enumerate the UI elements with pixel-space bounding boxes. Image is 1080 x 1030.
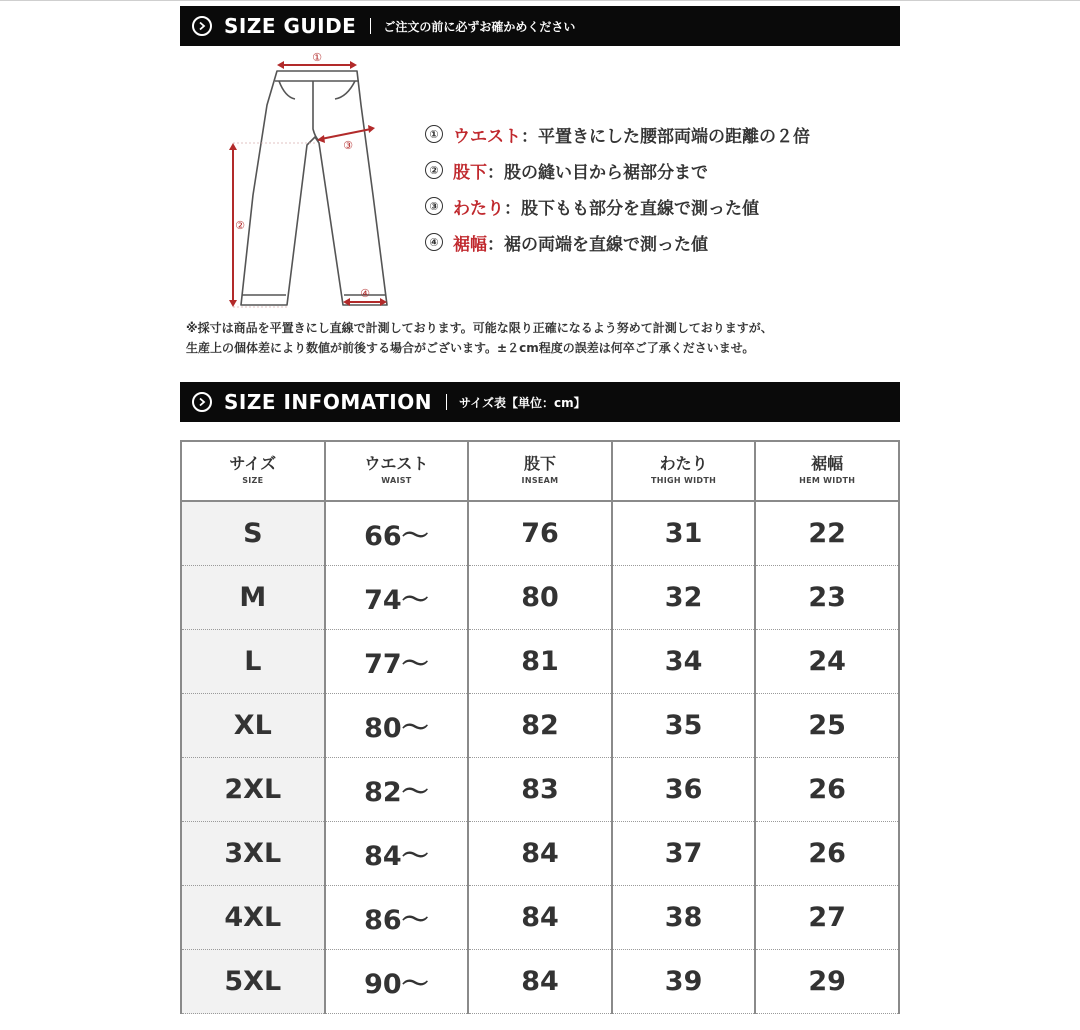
inseam-cell: 84 [468, 886, 612, 950]
legend-term: わたり [453, 198, 504, 219]
thigh-cell: 38 [612, 886, 756, 950]
measurement-legend [425, 116, 810, 260]
marker-thigh: ③ [343, 139, 353, 152]
header-separator [370, 18, 371, 34]
size-guide-subtitle: ご注文の前に必ずお確かめください [383, 19, 576, 34]
thigh-cell: 37 [612, 822, 756, 886]
thigh-cell: 32 [612, 566, 756, 630]
size-info-title: SIZE INFOMATION [224, 390, 432, 414]
hem-cell: 23 [755, 566, 899, 630]
thigh-cell: 31 [612, 501, 756, 566]
chevron-right-circle-icon [192, 16, 212, 36]
waist-cell: 77～ [325, 630, 469, 694]
inseam-cell: 81 [468, 630, 612, 694]
hem-cell: 24 [755, 630, 899, 694]
header-hem-width: 裾幅 HEM WIDTH [755, 441, 899, 501]
table-row [181, 950, 899, 1014]
table-row [181, 630, 899, 694]
table-row [181, 822, 899, 886]
hem-cell: 22 [755, 501, 899, 566]
size-guide-title: SIZE GUIDE [224, 14, 357, 38]
thigh-cell: 36 [612, 758, 756, 822]
size-cell: XL [181, 694, 325, 758]
header-waist: ウエスト WAIST [325, 441, 469, 501]
legend-item [425, 116, 810, 152]
inseam-cell: 80 [468, 566, 612, 630]
size-cell: S [181, 501, 325, 566]
legend-description: ：裾の両端を直線で測った値 [487, 234, 708, 255]
size-info-header [180, 382, 900, 422]
marker-hem: ④ [360, 287, 370, 300]
chevron-right-circle-icon [192, 392, 212, 412]
inseam-cell: 83 [468, 758, 612, 822]
size-cell: 4XL [181, 886, 325, 950]
waist-cell: 86～ [325, 886, 469, 950]
table-row [181, 566, 899, 630]
thigh-cell: 39 [612, 950, 756, 1014]
size-cell: M [181, 566, 325, 630]
legend-number: ③ [425, 197, 443, 215]
legend-description: ：平置きにした腰部両端の距離の２倍 [521, 126, 810, 147]
legend-item [425, 224, 810, 260]
hem-cell: 26 [755, 758, 899, 822]
header-size: サイズ SIZE [181, 441, 325, 501]
legend-number: ① [425, 125, 443, 143]
note-line-2: 生産上の個体差により数値が前後する場合がございます。±２cm程度の誤差は何卒ご了承くださいませ。 [186, 341, 755, 355]
inseam-cell: 82 [468, 694, 612, 758]
table-row [181, 886, 899, 950]
thigh-cell: 34 [612, 630, 756, 694]
size-cell: 2XL [181, 758, 325, 822]
legend-term: ウエスト [453, 126, 521, 147]
size-cell: 5XL [181, 950, 325, 1014]
inseam-cell: 76 [468, 501, 612, 566]
size-guide-header [180, 6, 900, 46]
legend-item [425, 188, 810, 224]
inseam-cell: 84 [468, 950, 612, 1014]
legend-item [425, 152, 810, 188]
marker-inseam: ② [235, 219, 245, 232]
header-inseam: 股下 INSEAM [468, 441, 612, 501]
table-row [181, 758, 899, 822]
waist-cell: 82～ [325, 758, 469, 822]
legend-term: 裾幅 [453, 234, 487, 255]
inseam-cell: 84 [468, 822, 612, 886]
table-row [181, 694, 899, 758]
top-divider [0, 0, 1080, 1]
size-table [180, 440, 900, 1014]
hem-cell: 27 [755, 886, 899, 950]
waist-cell: 80～ [325, 694, 469, 758]
hem-cell: 26 [755, 822, 899, 886]
marker-waist: ① [312, 51, 322, 64]
legend-number: ④ [425, 233, 443, 251]
header-separator [446, 394, 447, 410]
legend-term: 股下 [453, 162, 487, 183]
hem-cell: 25 [755, 694, 899, 758]
legend-description: ：股下もも部分を直線で測った値 [504, 198, 759, 219]
hem-cell: 29 [755, 950, 899, 1014]
waist-cell: 90～ [325, 950, 469, 1014]
waist-cell: 66～ [325, 501, 469, 566]
legend-number: ② [425, 161, 443, 179]
table-row [181, 501, 899, 566]
thigh-cell: 35 [612, 694, 756, 758]
size-info-subtitle: サイズ表【単位：cm】 [458, 395, 586, 410]
size-cell: 3XL [181, 822, 325, 886]
table-header-row [181, 441, 899, 501]
waist-cell: 84～ [325, 822, 469, 886]
header-thigh-width: わたり THIGH WIDTH [612, 441, 756, 501]
measurement-note [186, 318, 898, 358]
legend-description: ：股の縫い目から裾部分まで [487, 162, 708, 183]
pants-diagram [195, 45, 415, 315]
size-cell: L [181, 630, 325, 694]
note-line-1: ※採寸は商品を平置きにし直線で計測しております。可能な限り正確になるよう努めて計測しておりますが、 [186, 321, 773, 335]
waist-cell: 74～ [325, 566, 469, 630]
